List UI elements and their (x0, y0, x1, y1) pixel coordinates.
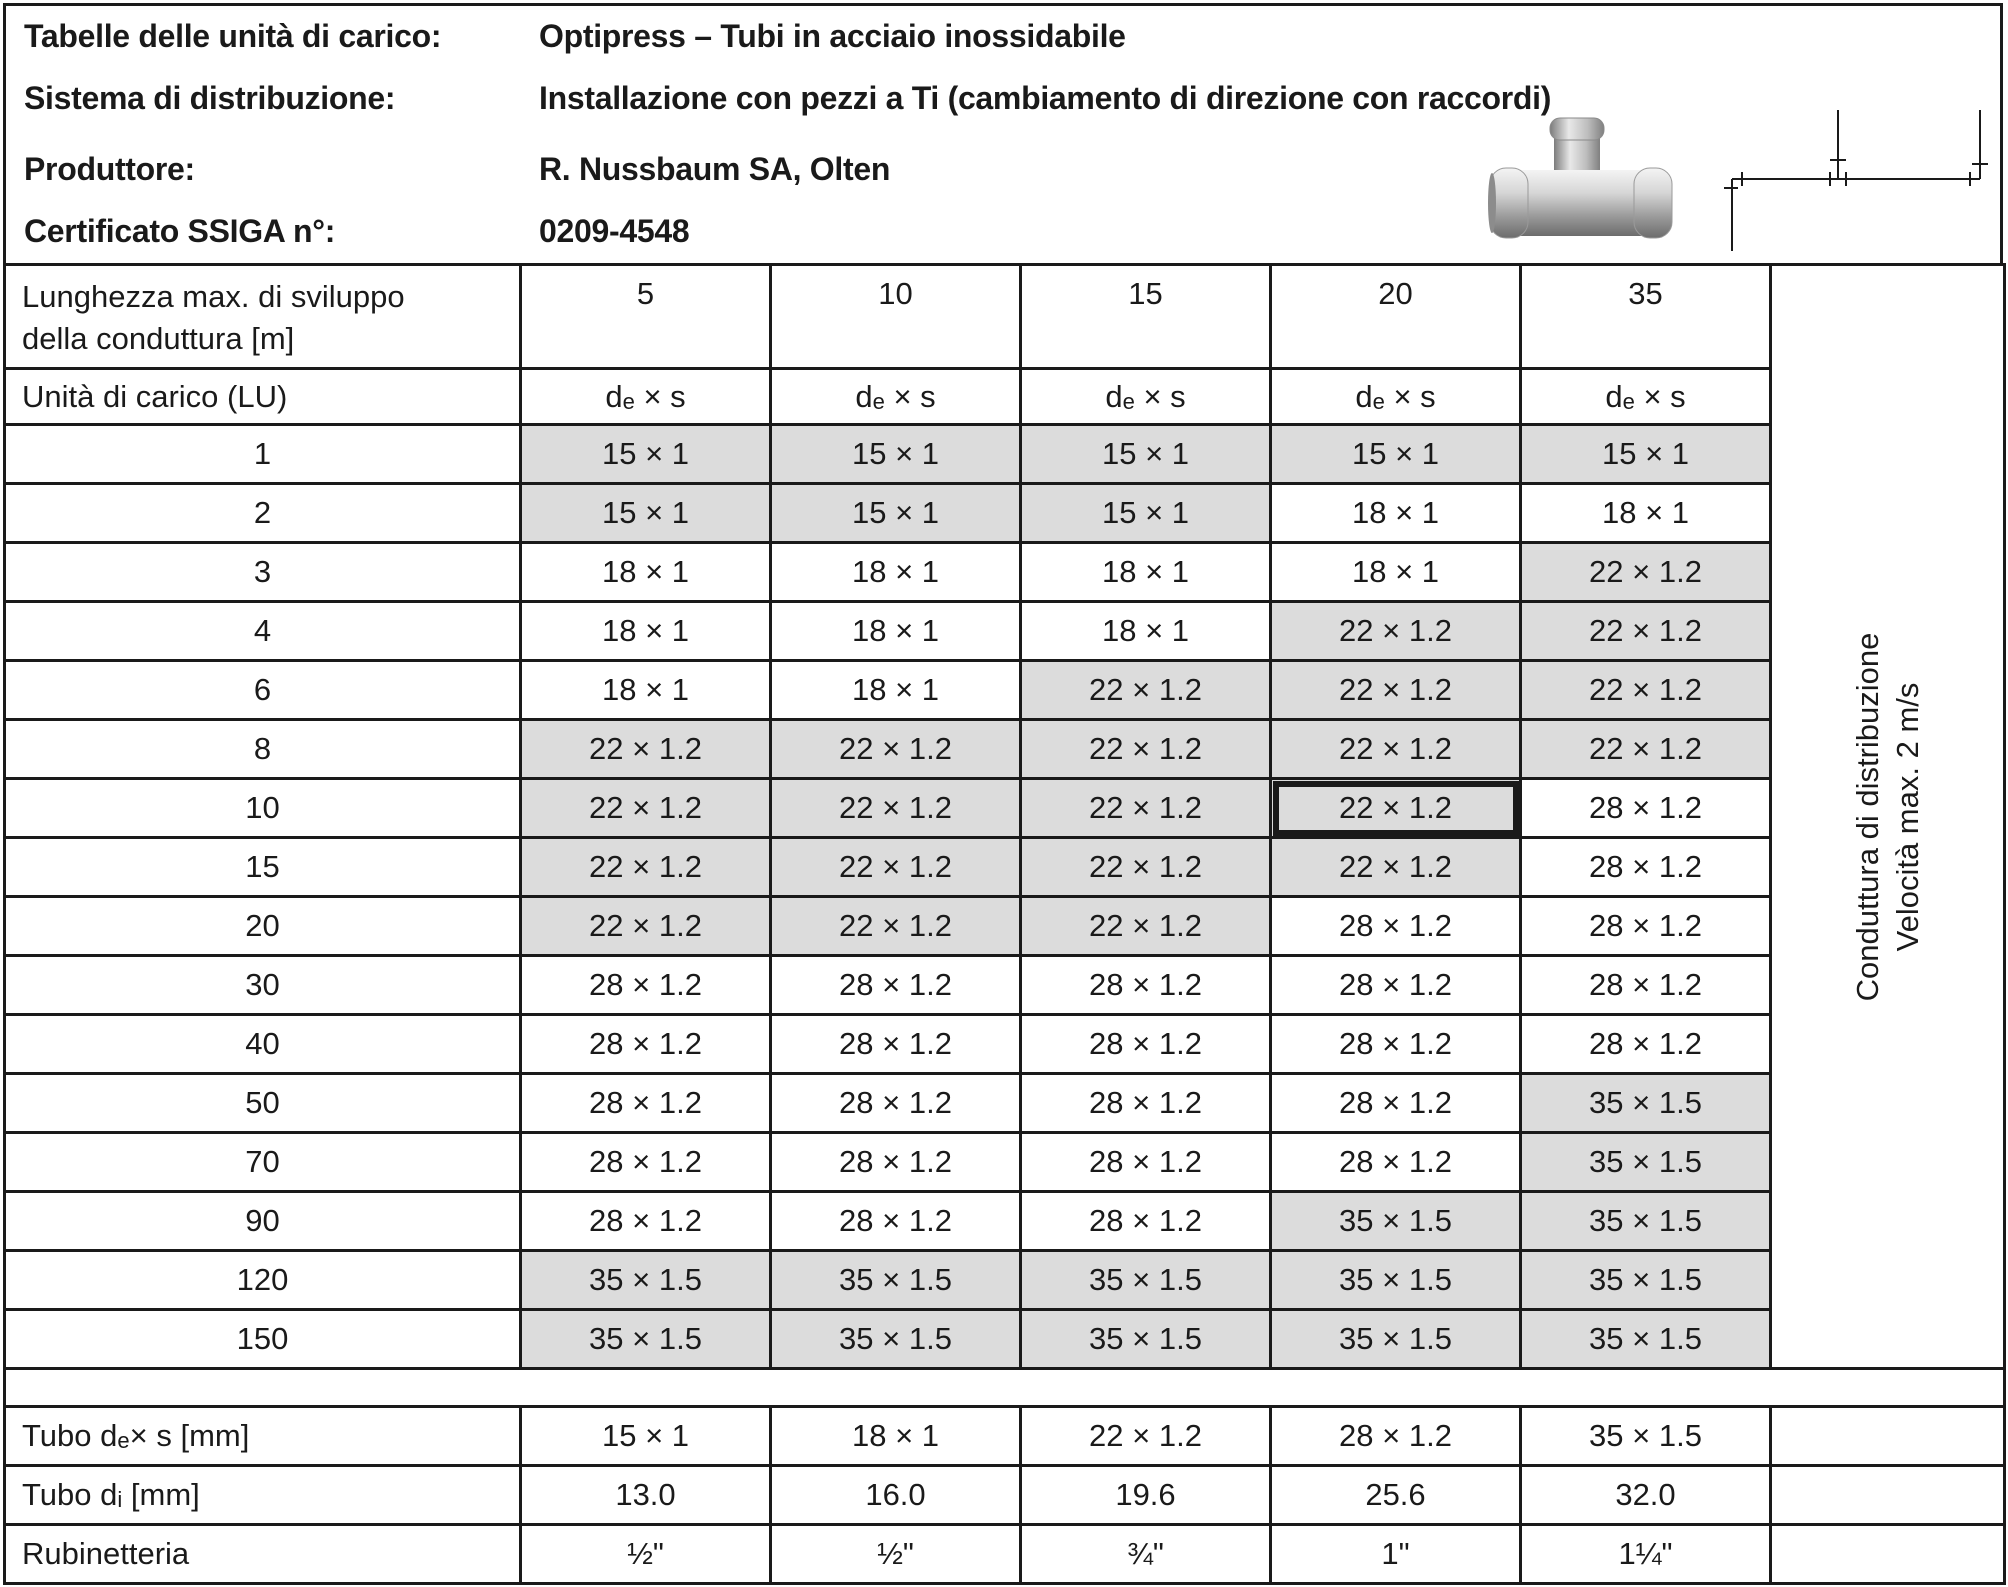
dimension-header-sub: e (1622, 388, 1635, 414)
footer-empty-cell (1771, 1525, 2005, 1584)
footer-value-cell: 28 × 1.2 (1271, 1407, 1521, 1466)
pipe-size-cell: 28 × 1.2 (1021, 1133, 1271, 1192)
footer-value-cell: 22 × 1.2 (1021, 1407, 1271, 1466)
header-label-table: Tabelle delle unità di carico: (24, 18, 442, 54)
pipe-size-cell: 28 × 1.2 (1021, 956, 1271, 1015)
pipe-size-cell: 28 × 1.2 (1021, 1192, 1271, 1251)
footer-label-cell (5, 1407, 521, 1466)
header-value-certificate: 0209-4548 (539, 213, 690, 249)
load-unit-cell: 70 (5, 1133, 521, 1192)
table-row (5, 425, 2005, 484)
pipe-size-cell: 22 × 1.2 (1021, 661, 1271, 720)
footer-label-tail: [mm] (122, 1477, 200, 1512)
side-label (1848, 467, 1928, 1167)
header-value-producer: R. Nussbaum SA, Olten (539, 151, 891, 187)
table-row (5, 779, 2005, 838)
pipe-size-cell: 18 × 1 (1021, 602, 1271, 661)
pipe-size-cell: 28 × 1.2 (521, 1133, 771, 1192)
header-block (3, 3, 2003, 265)
pipe-size-cell: 35 × 1.5 (1021, 1310, 1271, 1369)
pipe-size-cell: 18 × 1 (521, 602, 771, 661)
length-header-cell: 35 (1521, 265, 1771, 369)
load-unit-cell: 3 (5, 543, 521, 602)
pipe-size-cell: 22 × 1.2 (1021, 897, 1271, 956)
pipe-size-cell: 22 × 1.2 (771, 897, 1021, 956)
pipe-schematic-icon (1718, 106, 1998, 251)
pipe-size-cell: 28 × 1.2 (771, 1133, 1021, 1192)
pipe-size-cell: 28 × 1.2 (1271, 956, 1521, 1015)
dimension-header-d: d (1105, 378, 1123, 414)
length-header-cell: 10 (771, 265, 1021, 369)
table-row (5, 720, 2005, 779)
pipe-size-cell: 18 × 1 (521, 543, 771, 602)
table-row (5, 1133, 2005, 1192)
pipe-size-cell: 15 × 1 (1021, 425, 1271, 484)
pipe-size-cell: 28 × 1.2 (521, 1074, 771, 1133)
side-label-line1: Conduttura di distribuzione (1849, 632, 1885, 1001)
footer-value-cell: 1¼" (1521, 1525, 1771, 1584)
highlighted-cell: 22 × 1.2 (1271, 779, 1521, 838)
length-header-cell: 5 (521, 265, 771, 369)
table-row (5, 838, 2005, 897)
dimension-header-sub: e (1372, 388, 1385, 414)
footer-value-cell: 1" (1271, 1525, 1521, 1584)
footer-value-cell: ½" (521, 1525, 771, 1584)
pipe-size-cell: 28 × 1.2 (771, 1015, 1021, 1074)
pipe-size-cell: 28 × 1.2 (1521, 956, 1771, 1015)
load-unit-cell: 50 (5, 1074, 521, 1133)
load-unit-cell: 40 (5, 1015, 521, 1074)
load-unit-table (3, 263, 2006, 1585)
footer-value-cell: 13.0 (521, 1466, 771, 1525)
dimension-header-d: d (1605, 378, 1623, 414)
pipe-size-cell: 35 × 1.5 (1521, 1192, 1771, 1251)
pipe-size-cell: 35 × 1.5 (771, 1251, 1021, 1310)
footer-value-cell: 19.6 (1021, 1466, 1271, 1525)
pipe-size-cell: 18 × 1 (1021, 543, 1271, 602)
footer-value-cell: 18 × 1 (771, 1407, 1021, 1466)
footer-label-sub: e (117, 1428, 130, 1453)
footer-value-cell: ¾" (1021, 1525, 1271, 1584)
pipe-size-cell: 35 × 1.5 (771, 1310, 1021, 1369)
pipe-size-cell: 22 × 1.2 (771, 720, 1021, 779)
footer-label-sub: i (117, 1487, 123, 1512)
load-unit-cell: 10 (5, 779, 521, 838)
dimension-header-d: d (1355, 378, 1373, 414)
header-value-system: Installazione con pezzi a Ti (cambiamento di direzione con raccordi) (539, 80, 1552, 116)
header-label-producer: Produttore: (24, 151, 195, 187)
length-header-cell: 20 (1271, 265, 1521, 369)
footer-label-cell (5, 1466, 521, 1525)
load-unit-cell: 15 (5, 838, 521, 897)
pipe-size-cell: 22 × 1.2 (771, 838, 1021, 897)
pipe-size-cell: 28 × 1.2 (1271, 1133, 1521, 1192)
spacer-cell (5, 1369, 2005, 1407)
pipe-size-cell: 18 × 1 (1271, 543, 1521, 602)
dimension-header-sub: e (1122, 388, 1135, 414)
side-label-cell (1771, 265, 2005, 1369)
table-row (5, 543, 2005, 602)
dimension-header-sub: e (872, 388, 885, 414)
dimension-header-d: d (605, 378, 623, 414)
table-row (5, 1015, 2005, 1074)
pipe-size-cell: 35 × 1.5 (1521, 1133, 1771, 1192)
footer-label-main: Rubinetteria (22, 1536, 190, 1571)
pipe-size-cell: 15 × 1 (771, 425, 1021, 484)
load-unit-cell: 8 (5, 720, 521, 779)
table-row (5, 1310, 2005, 1369)
header-label-system: Sistema di distribuzione: (24, 80, 396, 116)
pipe-size-cell: 22 × 1.2 (521, 720, 771, 779)
pipe-size-cell: 18 × 1 (771, 661, 1021, 720)
length-label-line2: della conduttura [m] (22, 321, 295, 356)
pipe-size-cell: 28 × 1.2 (1521, 838, 1771, 897)
pipe-size-cell: 35 × 1.5 (1021, 1251, 1271, 1310)
pipe-size-cell: 35 × 1.5 (1271, 1192, 1521, 1251)
pipe-size-cell: 18 × 1 (771, 543, 1021, 602)
table-row (5, 1251, 2005, 1310)
pipe-size-cell: 28 × 1.2 (771, 1074, 1021, 1133)
table-row (5, 484, 2005, 543)
length-label-cell (5, 265, 521, 369)
pipe-size-cell: 28 × 1.2 (521, 956, 771, 1015)
footer-empty-cell (1771, 1466, 2005, 1525)
pipe-size-cell: 22 × 1.2 (1021, 720, 1271, 779)
footer-label-cell (5, 1525, 521, 1584)
footer-label-main: Tubo d (22, 1418, 118, 1453)
pipe-size-cell: 35 × 1.5 (1521, 1251, 1771, 1310)
footer-value-cell: 35 × 1.5 (1521, 1407, 1771, 1466)
header-label-certificate: Certificato SSIGA n°: (24, 213, 336, 249)
dimension-header-tail: × s (1384, 378, 1436, 414)
pipe-size-cell: 15 × 1 (771, 484, 1021, 543)
pipe-size-cell: 22 × 1.2 (1521, 543, 1771, 602)
pipe-size-cell: 22 × 1.2 (1521, 661, 1771, 720)
load-unit-cell: 20 (5, 897, 521, 956)
pipe-size-cell: 28 × 1.2 (521, 1192, 771, 1251)
pipe-size-cell: 22 × 1.2 (1271, 720, 1521, 779)
table-row (5, 661, 2005, 720)
table-row (5, 897, 2005, 956)
table-row (5, 1074, 2005, 1133)
footer-label-main: Tubo d (22, 1477, 118, 1512)
pipe-size-cell: 35 × 1.5 (521, 1251, 771, 1310)
pipe-size-cell: 28 × 1.2 (1271, 897, 1521, 956)
length-header-cell: 15 (1021, 265, 1271, 369)
header-value-table: Optipress – Tubi in acciaio inossidabile (539, 18, 1126, 54)
length-label-line1: Lunghezza max. di sviluppo (22, 279, 405, 314)
pipe-size-cell: 28 × 1.2 (521, 1015, 771, 1074)
load-unit-cell: 30 (5, 956, 521, 1015)
dimension-header-d: d (855, 378, 873, 414)
tee-fitting-image (1488, 114, 1674, 244)
pipe-size-cell: 22 × 1.2 (1271, 838, 1521, 897)
pipe-size-cell: 22 × 1.2 (1021, 779, 1271, 838)
load-unit-cell: 1 (5, 425, 521, 484)
side-label-line2: Velocità max. 2 m/s (1889, 682, 1925, 951)
pipe-size-cell: 18 × 1 (1521, 484, 1771, 543)
pipe-size-cell: 18 × 1 (521, 661, 771, 720)
table-row (5, 602, 2005, 661)
pipe-size-cell: 35 × 1.5 (521, 1310, 771, 1369)
dimension-header-cell (771, 369, 1021, 425)
dimension-header-tail: × s (1634, 378, 1686, 414)
pipe-size-cell: 28 × 1.2 (1271, 1015, 1521, 1074)
footer-value-cell: 25.6 (1271, 1466, 1521, 1525)
pipe-size-cell: 35 × 1.5 (1521, 1310, 1771, 1369)
table-row (5, 956, 2005, 1015)
pipe-size-cell: 28 × 1.2 (771, 956, 1021, 1015)
pipe-size-cell: 28 × 1.2 (1521, 779, 1771, 838)
dimension-header-tail: × s (884, 378, 936, 414)
load-unit-cell: 150 (5, 1310, 521, 1369)
pipe-size-cell: 22 × 1.2 (521, 838, 771, 897)
footer-label-tail: × s [mm] (129, 1418, 250, 1453)
pipe-size-cell: 28 × 1.2 (1021, 1074, 1271, 1133)
pipe-size-cell: 18 × 1 (1271, 484, 1521, 543)
pipe-size-cell: 28 × 1.2 (1521, 1015, 1771, 1074)
footer-value-cell: 32.0 (1521, 1466, 1771, 1525)
lu-label-cell: Unità di carico (LU) (5, 369, 521, 425)
footer-empty-cell (1771, 1407, 2005, 1466)
pipe-size-cell: 22 × 1.2 (1521, 720, 1771, 779)
pipe-size-cell: 15 × 1 (521, 425, 771, 484)
pipe-size-cell: 28 × 1.2 (1521, 897, 1771, 956)
dimension-header-tail: × s (634, 378, 686, 414)
load-unit-cell: 90 (5, 1192, 521, 1251)
pipe-size-cell: 22 × 1.2 (771, 779, 1021, 838)
load-unit-cell: 120 (5, 1251, 521, 1310)
load-unit-cell: 2 (5, 484, 521, 543)
footer-row (5, 1466, 2005, 1525)
pipe-size-cell: 28 × 1.2 (1271, 1074, 1521, 1133)
load-unit-cell: 6 (5, 661, 521, 720)
pipe-size-cell: 22 × 1.2 (1271, 661, 1521, 720)
pipe-size-cell: 22 × 1.2 (1021, 838, 1271, 897)
pipe-size-cell: 28 × 1.2 (771, 1192, 1021, 1251)
pipe-size-cell: 35 × 1.5 (1271, 1310, 1521, 1369)
table-row (5, 1192, 2005, 1251)
footer-row (5, 1407, 2005, 1466)
footer-value-cell: 16.0 (771, 1466, 1021, 1525)
footer-value-cell: 15 × 1 (521, 1407, 771, 1466)
dimension-header-cell (1021, 369, 1271, 425)
pipe-size-cell: 15 × 1 (521, 484, 771, 543)
dimension-header-cell (1521, 369, 1771, 425)
dimension-header-cell (521, 369, 771, 425)
pipe-size-cell: 15 × 1 (1521, 425, 1771, 484)
dimension-header-sub: e (622, 388, 635, 414)
pipe-size-cell: 15 × 1 (1021, 484, 1271, 543)
pipe-size-cell: 35 × 1.5 (1521, 1074, 1771, 1133)
pipe-size-cell: 22 × 1.2 (1521, 602, 1771, 661)
pipe-size-cell: 28 × 1.2 (1021, 1015, 1271, 1074)
pipe-size-cell: 15 × 1 (1271, 425, 1521, 484)
footer-row (5, 1525, 2005, 1584)
pipe-size-cell: 18 × 1 (771, 602, 1021, 661)
footer-value-cell: ½" (771, 1525, 1021, 1584)
pipe-size-cell: 22 × 1.2 (1271, 602, 1521, 661)
load-unit-cell: 4 (5, 602, 521, 661)
dimension-header-tail: × s (1134, 378, 1186, 414)
pipe-size-cell: 22 × 1.2 (521, 779, 771, 838)
dimension-header-cell (1271, 369, 1521, 425)
pipe-size-cell: 35 × 1.5 (1271, 1251, 1521, 1310)
pipe-size-cell: 22 × 1.2 (521, 897, 771, 956)
